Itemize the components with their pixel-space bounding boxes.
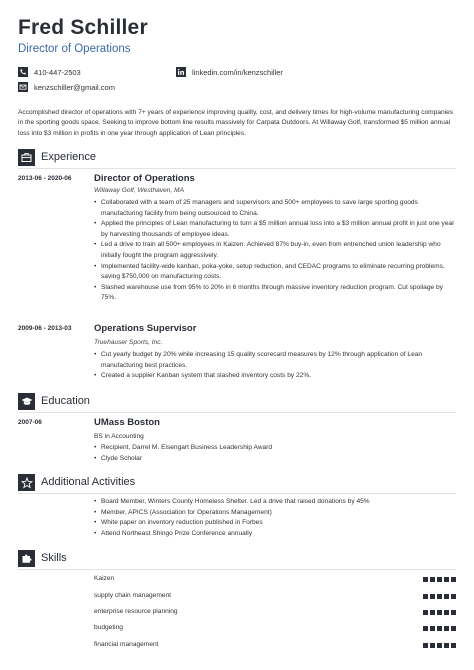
section-title: Experience — [41, 151, 97, 163]
list-item: • Collaborated with a team of 25 managers and supervisors and 500+ employees to save large sporting goods manufacturing facility from being outsourced to China. — [94, 198, 458, 219]
job-dates: 2009-06 - 2013-03 — [18, 325, 72, 332]
skill-dot — [451, 577, 456, 582]
skill-dot — [423, 626, 428, 631]
email-text: kenzschiller@gmail.com — [34, 82, 115, 92]
skill-dot — [430, 594, 435, 599]
skill-dot — [437, 594, 442, 599]
list-item: • Board Member, Winters County Homeless Shelter. Led a drive that raised donations by 45% — [94, 497, 458, 508]
skill-dot — [430, 643, 435, 648]
candidate-role: Director of Operations — [18, 43, 131, 55]
job-dates: 2013-06 - 2020-06 — [18, 175, 72, 182]
school-name: UMass Boston — [94, 417, 160, 428]
section-title: Additional Activities — [41, 476, 136, 488]
skill-dot — [430, 610, 435, 615]
skill-dot — [423, 643, 428, 648]
skill-name: enterprise resource planning — [94, 608, 178, 615]
profile-summary: Accomplished director of operations with 7+ years of experience improving quality, cost, and delivery times for high-volume manufacturing companies in the sporting goods space. Seeking to improve bottom line results massively for Carpata Outdoors. At Willaway Golf, transformed $5 million annual loss into $3 million in profits in one year through application of Lean principles. — [18, 109, 454, 137]
list-item: • Created a supplier Kanban system that slashed inventory costs by 22%. — [94, 371, 458, 382]
skill-row — [94, 608, 456, 618]
phone-icon — [18, 67, 28, 77]
graduation-cap-icon — [18, 393, 35, 410]
contact-phone[interactable] — [18, 67, 81, 77]
skill-row — [94, 641, 456, 651]
skill-name: budgeting — [94, 624, 123, 631]
phone-text: 410-447-2503 — [34, 67, 81, 77]
skill-dot — [437, 626, 442, 631]
list-item: • Clyde Scholar — [94, 454, 458, 465]
skill-dot — [430, 626, 435, 631]
skill-level-dots — [421, 643, 456, 648]
list-item: • Recipient, Darrel M. Eisengart Business Leadership Award — [94, 443, 458, 454]
list-item: • Led a drive to train all 500+ employees in Kaizen. Achieved 87% buy-in, even from entrenched union leadership who initially fought the program aggressively. — [94, 240, 458, 261]
job-bullets — [94, 198, 458, 304]
list-item: • Slashed warehouse use from 95% to 20% in 6 months through massive inventory reduction program. Cut spoilage by 75%. — [94, 283, 458, 304]
list-item: • Member, APICS (Association for Operations Management) — [94, 508, 458, 519]
job-company: Willaway Golf, Westhaven, MA — [94, 187, 184, 194]
skill-name: supply chain management — [94, 592, 171, 599]
skill-dot — [423, 610, 428, 615]
degree: BS in Accounting — [94, 433, 144, 440]
education-dates: 2007-06 — [18, 419, 42, 426]
skill-dot — [423, 577, 428, 582]
list-item: • White paper on inventory reduction published in Forbes — [94, 518, 458, 529]
skill-level-dots — [421, 577, 456, 582]
education-bullets — [94, 443, 458, 464]
skill-dot — [437, 610, 442, 615]
job-company: Truehauser Sports, Inc. — [94, 339, 163, 346]
candidate-name: Fred Schiller — [18, 16, 148, 39]
star-icon — [18, 474, 35, 491]
skill-dot — [437, 577, 442, 582]
list-item: • Applied the principles of Lean manufacturing to turn a $5 million annual loss into a $3 million annual profit in just one year by harvesting thousands of employee ideas. — [94, 219, 458, 240]
contact-linkedin[interactable] — [176, 67, 283, 77]
job-title: Operations Supervisor — [94, 323, 197, 334]
puzzle-icon — [18, 550, 35, 567]
skill-row — [94, 592, 456, 602]
skill-row — [94, 575, 456, 585]
skill-dot — [430, 577, 435, 582]
section-skills — [18, 550, 456, 570]
linkedin-icon — [176, 67, 186, 77]
list-item: • Implemented facility-wide kanban, poka-yoke, setup reduction, and CEDAC programs to eliminate recurring problems, saving $750,000 on manufacturing costs. — [94, 262, 458, 283]
list-item: • Cut yearly budget by 20% while increasing 15 quality scorecard measures by 12% through application of Lean manufacturing best practices. — [94, 350, 458, 371]
skill-dot — [444, 577, 449, 582]
skill-dot — [444, 594, 449, 599]
section-experience — [18, 149, 456, 169]
section-title: Education — [41, 395, 90, 407]
skill-dot — [444, 626, 449, 631]
skill-level-dots — [421, 610, 456, 615]
list-item: • Attend Northeast Shingo Prize Conference annually — [94, 529, 458, 540]
skill-dot — [451, 643, 456, 648]
email-icon — [18, 82, 28, 92]
skill-dot — [451, 626, 456, 631]
skill-row — [94, 624, 456, 634]
skill-dot — [444, 643, 449, 648]
section-education — [18, 393, 456, 413]
skill-dot — [437, 643, 442, 648]
skill-level-dots — [421, 594, 456, 599]
skill-level-dots — [421, 626, 456, 631]
job-bullets — [94, 350, 458, 382]
section-title: Skills — [41, 552, 67, 564]
skill-name: financial management — [94, 641, 159, 648]
activities-list — [94, 497, 458, 539]
skill-name: Kaizen — [94, 575, 115, 582]
contact-email[interactable] — [18, 82, 115, 92]
skill-dot — [451, 610, 456, 615]
skill-dot — [423, 594, 428, 599]
skill-dot — [444, 610, 449, 615]
job-title: Director of Operations — [94, 173, 195, 184]
section-activities — [18, 474, 456, 494]
linkedin-text: linkedin.com/in/kenzschiller — [192, 67, 283, 77]
briefcase-icon — [18, 149, 35, 166]
skill-dot — [451, 594, 456, 599]
